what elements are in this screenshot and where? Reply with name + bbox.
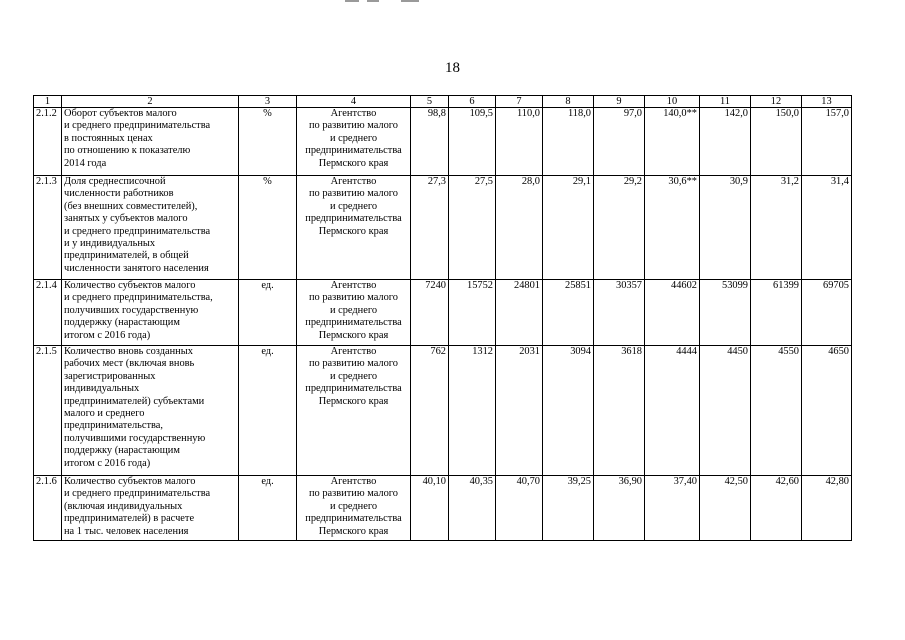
column-header: 10 [645,96,700,108]
responsible-agency-line: по развитию малого [309,120,398,132]
value-cell: 4550 [751,346,802,476]
value-cell: 15752 [449,280,496,346]
value-cell: 157,0 [802,108,852,176]
indicator-name-line: и среднего предпринимательства [64,225,211,237]
value-cell: 4450 [700,346,751,476]
value-cell: 27,3 [411,176,449,280]
responsible-agency-line: по развитию малого [309,292,398,304]
column-header: 2 [62,96,239,108]
indicator-name-line: и среднего предпринимательства [64,120,211,132]
column-header: 6 [449,96,496,108]
value-cell: 2031 [496,346,543,476]
indicator-name-line: и у индивидуальных [64,238,156,250]
column-header: 9 [594,96,645,108]
indicator-name-line: получивших государственную [64,304,199,316]
indicator-name-line: предпринимательства, [64,420,164,432]
responsible-agency-line: по развитию малого [309,488,398,500]
value-cell: 31,4 [802,176,852,280]
row-code: 2.1.6 [34,476,62,541]
value-cell: 98,8 [411,108,449,176]
responsible-agency-line: и среднего [329,500,378,512]
value-cell: 7240 [411,280,449,346]
value-cell: 39,25 [543,476,594,541]
value-cell: 25851 [543,280,594,346]
responsible-agency-line: предпринимательства [305,145,402,157]
indicator-name-line: малого и среднего [64,408,145,420]
value-cell: 69705 [802,280,852,346]
page-number: 18 [445,60,460,76]
value-cell: 42,50 [700,476,751,541]
indicator-name [62,176,239,280]
indicator-name-line: (без внешних совместителей), [64,200,198,212]
responsible-agency-line: Агентство [330,476,377,487]
value-cell: 140,0** [645,108,700,176]
responsible-agency-line: Агентство [330,108,377,119]
table-row [34,346,852,476]
value-cell: 97,0 [594,108,645,176]
row-code: 2.1.5 [34,346,62,476]
responsible-agency-line: Пермского края [318,329,389,341]
indicator-name-line: итогом с 2016 года) [64,329,151,341]
responsible-agency-line: Агентство [330,280,377,291]
column-header: 13 [802,96,852,108]
value-cell: 29,2 [594,176,645,280]
column-header: 7 [496,96,543,108]
value-cell: 42,80 [802,476,852,541]
responsible-agency-line: и среднего [329,370,378,382]
indicator-name-line: на 1 тыс. человек населения [64,525,189,537]
responsible-agency [297,108,411,176]
responsible-agency [297,176,411,280]
column-header: 11 [700,96,751,108]
value-cell: 110,0 [496,108,543,176]
value-cell: 118,0 [543,108,594,176]
indicator-name-line: и среднего предпринимательства [64,488,211,500]
indicator-name-line: 2014 года [64,157,107,169]
responsible-agency-line: Пермского края [318,525,389,537]
value-cell: 30,9 [700,176,751,280]
indicator-name-line: в постоянных ценах [64,132,153,144]
responsible-agency-line: Пермского края [318,395,389,407]
indicator-name-line: Количество вновь созданных [64,346,193,357]
indicator-name-line: поддержку (нарастающим [64,317,180,329]
value-cell: 31,2 [751,176,802,280]
indicator-name [62,476,239,541]
value-cell: 4650 [802,346,852,476]
responsible-agency-line: предпринимательства [305,383,402,395]
column-header: 1 [34,96,62,108]
value-cell: 44602 [645,280,700,346]
responsible-agency-line: Агентство [330,176,377,187]
row-code: 2.1.3 [34,176,62,280]
value-cell: 142,0 [700,108,751,176]
indicator-name-line: Количество субъектов малого [64,476,196,487]
responsible-agency [297,476,411,541]
responsible-agency-line: и среднего [329,132,378,144]
indicator-name-line: по отношению к показателю [64,145,191,157]
value-cell: 762 [411,346,449,476]
indicator-name [62,346,239,476]
responsible-agency [297,280,411,346]
value-cell: 29,1 [543,176,594,280]
indicator-name-line: Оборот субъектов малого [64,108,177,119]
indicator-name-line: индивидуальных [64,383,140,395]
value-cell: 109,5 [449,108,496,176]
table-header-row [34,96,852,108]
unit-cell: % [239,108,297,176]
unit-cell: ед. [239,346,297,476]
indicators-table [33,95,852,541]
value-cell: 24801 [496,280,543,346]
value-cell: 40,10 [411,476,449,541]
indicator-name [62,280,239,346]
indicator-name-line: численности занятого населения [64,262,209,274]
value-cell: 3094 [543,346,594,476]
unit-cell: ед. [239,280,297,346]
indicator-name-line: и среднего предпринимательства, [64,292,213,304]
table-row [34,280,852,346]
column-header: 5 [411,96,449,108]
scan-artifact-marks [345,0,425,4]
responsible-agency-line: Агентство [330,346,377,357]
value-cell: 1312 [449,346,496,476]
indicator-name-line: численности работников [64,188,174,200]
indicator-name-line: поддержку (нарастающим [64,445,180,457]
responsible-agency-line: и среднего [329,200,378,212]
unit-cell: % [239,176,297,280]
value-cell: 150,0 [751,108,802,176]
responsible-agency-line: предпринимательства [305,317,402,329]
indicator-name-line: зарегистрированных [64,370,156,382]
column-header: 3 [239,96,297,108]
value-cell: 37,40 [645,476,700,541]
responsible-agency-line: Пермского края [318,225,389,237]
column-header: 12 [751,96,802,108]
indicator-name-line: рабочих мест (включая вновь [64,358,195,370]
responsible-agency-line: Пермского края [318,157,389,169]
value-cell: 36,90 [594,476,645,541]
indicator-name-line: (включая индивидуальных [64,500,183,512]
indicator-name-line: предпринимателей) субъектами [64,395,205,407]
value-cell: 42,60 [751,476,802,541]
indicator-name-line: занятых у субъектов малого [64,213,188,225]
value-cell: 4444 [645,346,700,476]
value-cell: 27,5 [449,176,496,280]
value-cell: 28,0 [496,176,543,280]
value-cell: 40,35 [449,476,496,541]
indicator-name [62,108,239,176]
responsible-agency-line: по развитию малого [309,188,398,200]
value-cell: 30,6** [645,176,700,280]
indicator-name-line: предпринимателей, в общей [64,250,189,262]
column-header: 8 [543,96,594,108]
indicator-name-line: итогом с 2016 года) [64,457,151,469]
indicator-name-line: предпринимателей) в расчете [64,513,195,525]
responsible-agency-line: предпринимательства [305,213,402,225]
table-row [34,108,852,176]
value-cell: 3618 [594,346,645,476]
value-cell: 40,70 [496,476,543,541]
responsible-agency-line: и среднего [329,304,378,316]
column-header: 4 [297,96,411,108]
table-row [34,176,852,280]
value-cell: 30357 [594,280,645,346]
row-code: 2.1.2 [34,108,62,176]
indicator-name-line: Доля среднесписочной [64,176,166,187]
value-cell: 53099 [700,280,751,346]
responsible-agency [297,346,411,476]
unit-cell: ед. [239,476,297,541]
indicator-name-line: получившими государственную [64,432,206,444]
value-cell: 61399 [751,280,802,346]
table-row [34,476,852,541]
responsible-agency-line: предпринимательства [305,513,402,525]
responsible-agency-line: по развитию малого [309,358,398,370]
row-code: 2.1.4 [34,280,62,346]
indicator-name-line: Количество субъектов малого [64,280,196,291]
